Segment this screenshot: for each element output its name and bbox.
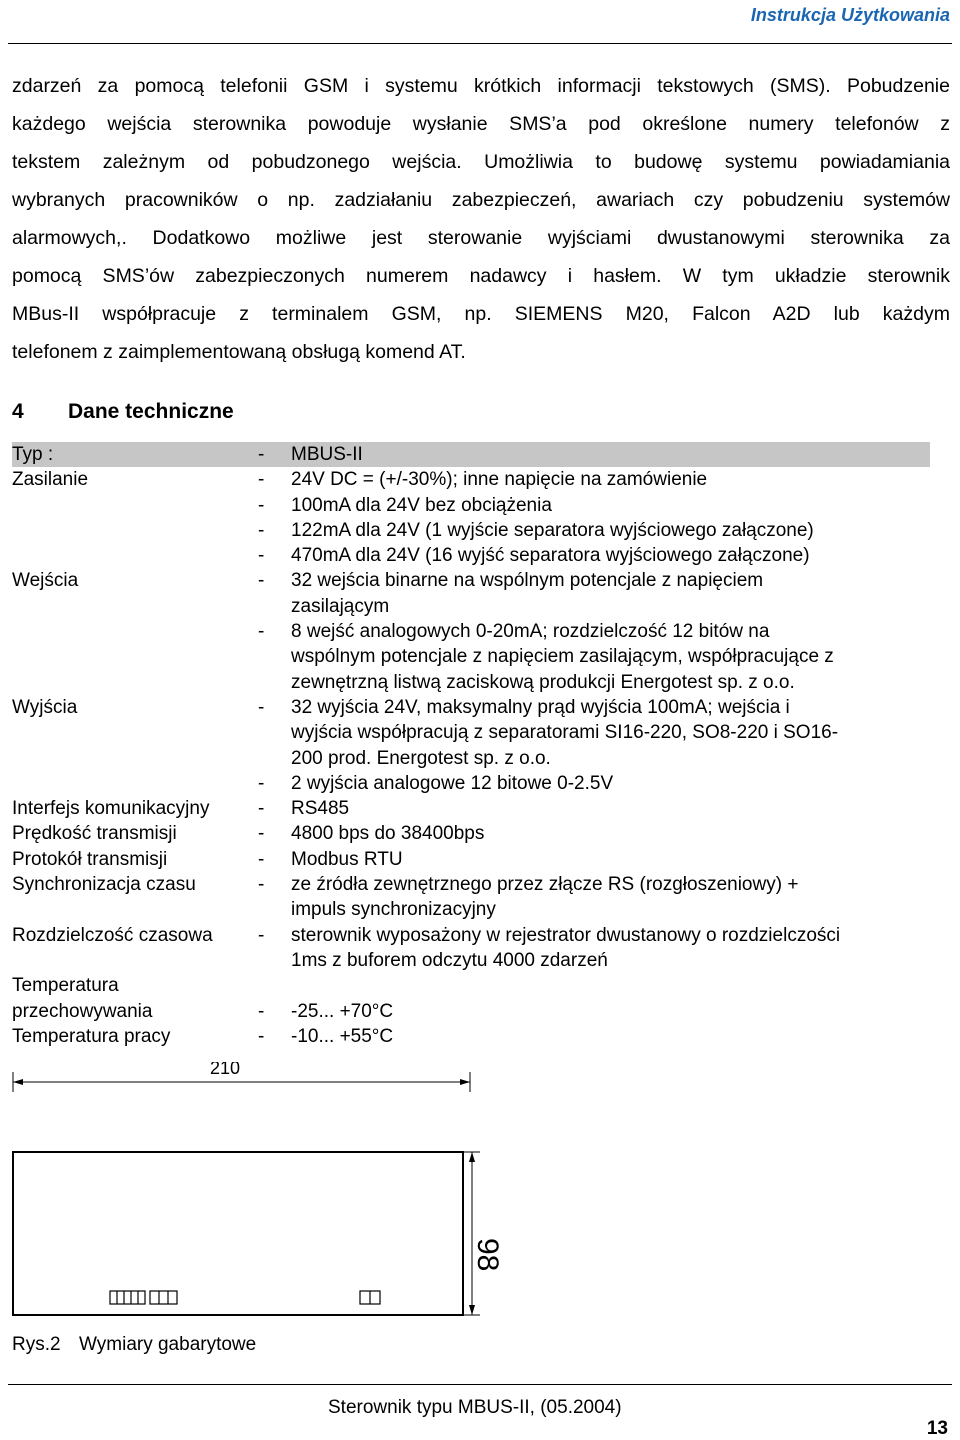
- intro-line: zdarzeń za pomocą telefonii GSM i systemu krótkich informacji tekstowych (SMS). Pobudzenie: [12, 75, 950, 97]
- spec-dash: -: [258, 924, 265, 946]
- spec-value: [258, 543, 930, 568]
- width-label: 210: [210, 1062, 241, 1078]
- spec-row: [12, 821, 930, 846]
- spec-value: [258, 493, 930, 518]
- spec-value-line: 4800 bps do 38400bps: [291, 823, 485, 845]
- section-number: 4: [12, 400, 24, 423]
- spec-values: [258, 923, 930, 974]
- intro-paragraph: [12, 67, 950, 371]
- intro-line: tekstem zależnym od pobudzonego wejścia. Umożliwia to budowę systemu powiadamiania: [12, 151, 950, 173]
- footer-rule: [8, 1384, 952, 1385]
- intro-line: alarmowych,. Dodatkowo możliwe jest sterowanie wyjściami dwustanowymi sterownika za: [12, 227, 950, 249]
- spec-value-text: [291, 493, 930, 518]
- spec-dash: -: [258, 494, 265, 516]
- arrow-bottom: [469, 1305, 475, 1315]
- spec-value-line: 2 wyjścia analogowe 12 bitowe 0-2.5V: [291, 772, 614, 794]
- spec-value: [258, 771, 930, 796]
- spec-label-line: Typ :: [12, 444, 54, 465]
- spec-dash: -: [258, 570, 265, 592]
- spec-value: [258, 619, 930, 695]
- spec-value-line: MBUS-II: [291, 444, 363, 465]
- header-rule: [8, 43, 952, 44]
- spec-values: [258, 442, 930, 467]
- spec-value-line: 8 wejść analogowych 0-20mA; rozdzielczość 12 bitów na: [291, 621, 770, 643]
- spec-label-line: Interfejs komunikacyjny: [12, 798, 210, 820]
- spec-value-line: 32 wejścia binarne na wspólnym potencjale z napięciem: [291, 570, 764, 592]
- spec-label-line: Zasilanie: [12, 469, 89, 491]
- spec-row: [12, 796, 930, 821]
- spec-row: [12, 1024, 930, 1049]
- spec-dash: -: [258, 1000, 265, 1022]
- spec-label: [12, 796, 258, 821]
- intro-line: każdego wejścia sterownika powoduje wysłanie SMS’a pod określone numery telefonów z: [12, 113, 950, 135]
- spec-value-line: 200 prod. Energotest sp. z o.o.: [291, 747, 551, 769]
- spec-value-text: [291, 1024, 930, 1049]
- spec-label-line: Protokół transmisji: [12, 848, 168, 870]
- spec-dash: -: [258, 696, 265, 718]
- spec-dash: -: [258, 519, 265, 541]
- spec-value-text: [291, 821, 930, 846]
- spec-value-line: -25... +70°C: [291, 1000, 394, 1022]
- spec-dash: -: [258, 874, 265, 896]
- spec-value-line: 32 wyjścia 24V, maksymalny prąd wyjścia 100mA; wejścia i: [291, 696, 790, 718]
- spec-values: [258, 821, 930, 846]
- spec-value-text: [291, 923, 930, 974]
- spec-label: [12, 1024, 258, 1049]
- spec-dash: -: [258, 798, 265, 820]
- spec-value-text: [291, 619, 930, 695]
- spec-value-line: wyjścia współpracują z separatorami SI16-220, SO8-220 i SO16-: [291, 722, 839, 744]
- connector-block-3: [360, 1291, 380, 1304]
- spec-table: [12, 442, 930, 1049]
- spec-dash: -: [258, 848, 265, 870]
- spec-label-line: Temperatura: [12, 975, 119, 997]
- spec-value: [258, 821, 930, 846]
- intro-line: MBus-II współpracuje z terminalem GSM, np. SIEMENS M20, Falcon A2D lub każdym: [12, 303, 950, 325]
- spec-values: [258, 568, 930, 694]
- spec-value-line: 122mA dla 24V (1 wyjście separatora wyjściowego załączone): [291, 519, 814, 541]
- spec-row: [12, 467, 930, 568]
- spec-value: [258, 518, 930, 543]
- spec-dash: -: [258, 545, 265, 567]
- spec-spacer: [258, 973, 930, 998]
- spec-label: [12, 923, 258, 974]
- spec-value-line: zewnętrzną listwą zaciskową produkcji Energotest sp. z o.o.: [291, 671, 795, 693]
- spec-label: [12, 568, 258, 694]
- spec-row: [12, 695, 930, 796]
- spec-dash: -: [258, 469, 265, 491]
- spec-label: [12, 467, 258, 568]
- section-heading: [12, 400, 234, 424]
- spec-values: [258, 847, 930, 872]
- spec-value: [258, 847, 930, 872]
- spec-dash: -: [258, 444, 265, 465]
- spec-value-line: ze źródła zewnętrznego przez złącze RS (rozgłoszeniowy) +: [291, 874, 799, 896]
- intro-line: wybranych pracowników o np. zadziałaniu zabezpieczeń, awariach czy pobudzeniu systemów: [12, 189, 950, 211]
- spec-values: [258, 695, 930, 796]
- spec-value-text: [291, 771, 930, 796]
- spec-row: [12, 568, 930, 694]
- connector-block-1: [110, 1291, 145, 1304]
- spec-value-text: [291, 518, 930, 543]
- spec-value: [258, 695, 930, 771]
- spec-value-text: [291, 442, 930, 467]
- spec-values: [258, 973, 930, 1024]
- spec-label: [12, 847, 258, 872]
- spec-value: [258, 796, 930, 821]
- spec-value-text: [291, 467, 930, 492]
- spec-value-line: zasilającym: [291, 595, 390, 617]
- spec-label: [12, 821, 258, 846]
- spec-row: [12, 923, 930, 974]
- intro-line: pomocą SMS’ów zabezpieczonych numerem nadawcy i hasłem. W tym układzie sterownik: [12, 265, 950, 287]
- spec-value-line: -10... +55°C: [291, 1025, 394, 1047]
- spec-value-line: RS485: [291, 798, 350, 820]
- spec-label: [12, 695, 258, 796]
- spec-value: [258, 872, 930, 923]
- spec-value-text: [291, 796, 930, 821]
- spec-row: [12, 973, 930, 1024]
- spec-value-line: impuls synchronizacyjny: [291, 899, 496, 921]
- spec-dash: -: [258, 823, 265, 845]
- section-title: Dane techniczne: [68, 400, 234, 423]
- arrow-left: [13, 1079, 23, 1085]
- spec-values: [258, 467, 930, 568]
- spec-dash: -: [258, 1025, 265, 1047]
- page-number: 13: [926, 1418, 948, 1439]
- connector-block-2: [150, 1291, 177, 1304]
- height-label: 98: [471, 1238, 504, 1272]
- spec-value: [258, 1024, 930, 1049]
- spec-value-text: [291, 872, 930, 923]
- spec-label-line: Prędkość transmisji: [12, 823, 177, 845]
- spec-value: [258, 442, 930, 467]
- spec-value-line: 1ms z buforem odczytu 4000 zdarzeń: [291, 949, 608, 971]
- spec-value-line: sterownik wyposażony w rejestrator dwustanowy o rozdzielczości: [291, 924, 841, 946]
- spec-value: [258, 923, 930, 974]
- spec-values: [258, 872, 930, 923]
- spec-values: [258, 1024, 930, 1049]
- spec-label-line: Rozdzielczość czasowa: [12, 924, 213, 946]
- header-title: Instrukcja Użytkowania: [750, 5, 950, 25]
- spec-value-text: [291, 695, 930, 771]
- caption-text: Wymiary gabarytowe: [79, 1334, 257, 1355]
- spec-label-line: Wejścia: [12, 570, 79, 592]
- spec-label: [12, 442, 258, 467]
- spec-value-text: [291, 568, 930, 619]
- arrow-right: [460, 1079, 470, 1085]
- spec-value: [258, 568, 930, 619]
- dimension-drawing-svg: [10, 1062, 550, 1332]
- spec-value-text: [291, 847, 930, 872]
- spec-label-line: Temperatura pracy: [12, 1025, 171, 1047]
- spec-value-line: wspólnym potencjale z napięciem zasilającym, współpracujące z: [291, 646, 834, 668]
- spec-value: [258, 467, 930, 492]
- spec-value-text: [291, 543, 930, 568]
- intro-line: telefonem z zaimplementowaną obsługą komend AT.: [12, 341, 466, 363]
- dimension-drawing: [10, 1062, 550, 1332]
- caption-number: Rys.2: [12, 1334, 61, 1355]
- spec-row: [12, 847, 930, 872]
- spec-dash: -: [258, 621, 265, 643]
- spec-row: [12, 872, 930, 923]
- device-outline: [13, 1152, 463, 1315]
- spec-value-text: [291, 999, 930, 1024]
- spec-values: [258, 796, 930, 821]
- footer-text: Sterownik typu MBUS-II, (05.2004): [328, 1397, 622, 1418]
- figure-caption: [12, 1334, 256, 1356]
- spec-label-line: Synchronizacja czasu: [12, 874, 196, 896]
- spec-row: [12, 442, 930, 467]
- arrow-top: [469, 1152, 475, 1162]
- spec-dash: -: [258, 772, 265, 794]
- spec-value-line: Modbus RTU: [291, 848, 403, 870]
- spec-label-line: przechowywania: [12, 1000, 153, 1022]
- spec-value: [258, 999, 930, 1024]
- spec-label: [12, 872, 258, 923]
- spec-label: [12, 973, 258, 1024]
- spec-value-line: 100mA dla 24V bez obciążenia: [291, 494, 552, 516]
- spec-value-line: 470mA dla 24V (16 wyjść separatora wyjściowego załączone): [291, 545, 810, 567]
- spec-value-line: 24V DC = (+/-30%); inne napięcie na zamówienie: [291, 469, 708, 491]
- spec-label-line: Wyjścia: [12, 696, 78, 718]
